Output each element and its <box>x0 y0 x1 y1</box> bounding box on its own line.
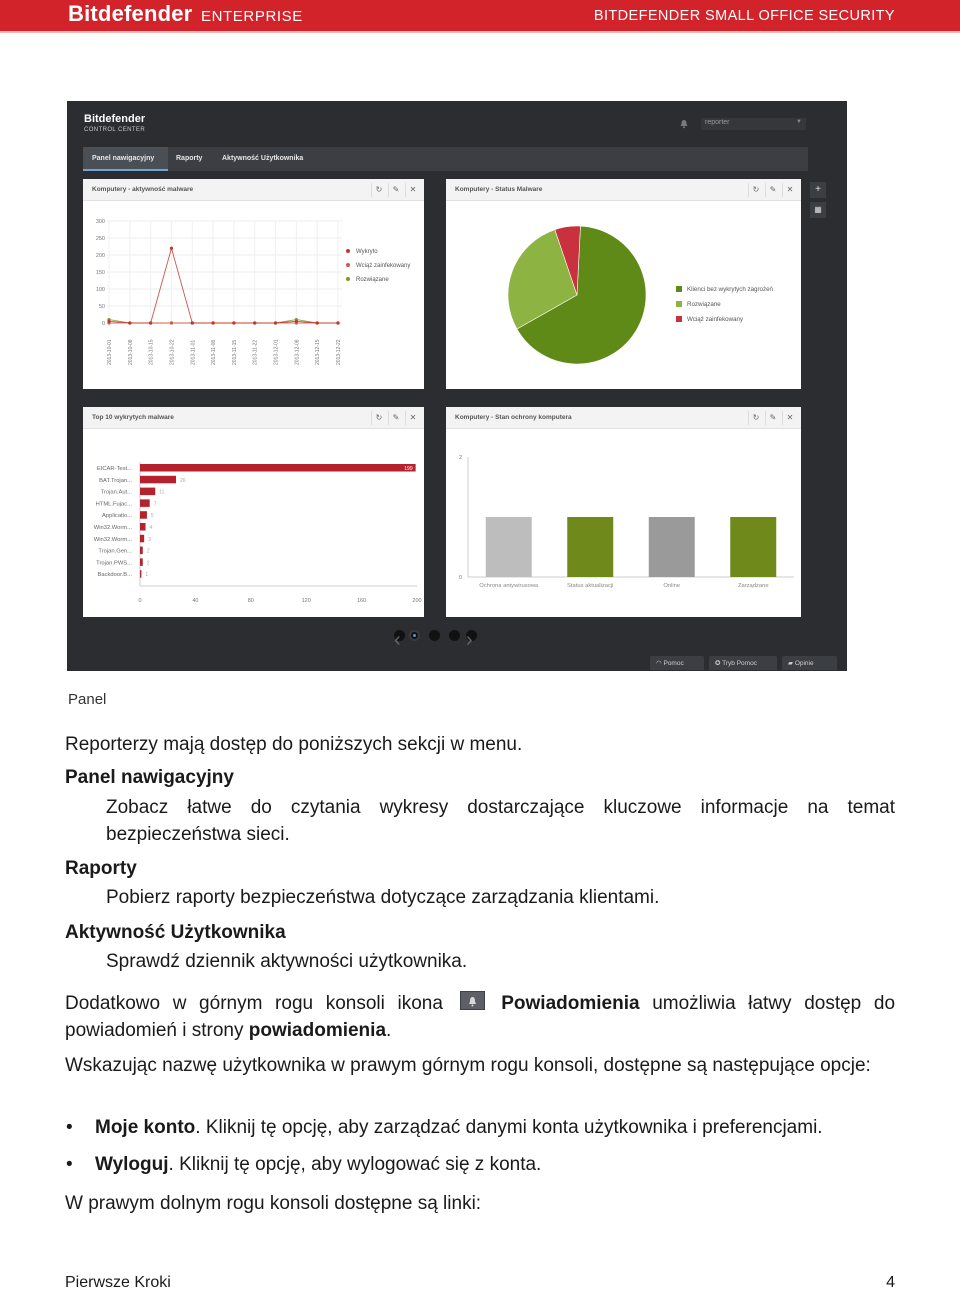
data-point <box>316 321 319 324</box>
bar <box>140 476 176 484</box>
y-tick-label: 100 <box>95 287 105 293</box>
x-tick-label: 2013-12-22 <box>336 339 342 365</box>
data-point <box>253 321 256 324</box>
tab-panel-nawigacyjny[interactable]: Panel nawigacyjny <box>83 147 168 171</box>
x-tick-label: 2013-10-08 <box>127 339 134 365</box>
help-label: Pomoc <box>663 660 684 667</box>
y-tick-label: 200 <box>95 253 105 259</box>
feedback-button[interactable] <box>782 656 837 670</box>
widget-header <box>446 407 801 429</box>
widget-header <box>446 179 801 201</box>
definition-panel-nawigacyjny: Zobacz łatwe do czytania wykresy dostarczające kluczowe informacje na temat bezpieczeństwa sieci. <box>106 797 895 845</box>
control-center-subtitle: CONTROL CENTER <box>84 127 146 133</box>
category-label: Win32.Worm... <box>93 525 132 531</box>
bar <box>140 464 416 472</box>
figure-caption: Panel <box>68 691 107 708</box>
feedback-label: Opinie <box>794 660 814 667</box>
close-icon[interactable]: ✕ <box>782 411 797 425</box>
x-tick-label: 2013-10-22 <box>169 339 176 365</box>
legend-marker <box>676 301 682 307</box>
refresh-icon[interactable]: ↻ <box>748 183 763 197</box>
bullet-wyloguj <box>95 1154 541 1176</box>
help-mode-label: Tryb Pomoc <box>722 660 757 667</box>
category-label: HTML.Fujac... <box>95 501 132 508</box>
widget-header <box>83 407 424 429</box>
category-label: Status aktualizacji <box>567 583 614 589</box>
bullet-text: . Kliknij tę opcję, aby wylogować się z konta. <box>168 1154 542 1175</box>
series-line <box>109 320 338 323</box>
help-mode-button[interactable] <box>709 656 777 670</box>
legend-label: Wykryto <box>356 249 378 255</box>
widget-header <box>83 179 424 201</box>
user-dropdown[interactable] <box>701 118 806 130</box>
bar-value-label: 199 <box>404 466 413 472</box>
edit-icon[interactable]: ✎ <box>765 183 780 197</box>
y-tick-label: 150 <box>95 270 105 276</box>
data-point <box>107 320 110 323</box>
chevron-left-icon[interactable]: ‹ <box>394 630 405 641</box>
category-label: Trojan.PWS... <box>96 560 132 567</box>
chevron-right-icon[interactable]: › <box>466 630 477 641</box>
username-paragraph: Wskazując nazwę użytkownika w prawym górnym rogu konsoli, dostępne są następujące opcje: <box>65 1055 871 1076</box>
x-tick-label: 2013-10-01 <box>107 339 113 365</box>
brand-subtitle: ENTERPRISE <box>201 8 303 25</box>
y-tick-label: 300 <box>95 219 105 225</box>
y-tick-label: 50 <box>98 304 105 310</box>
bullet-bold: Moje konto <box>95 1117 196 1138</box>
bar <box>140 523 146 531</box>
legend-marker <box>346 249 350 253</box>
bar <box>140 558 143 566</box>
widget-malware-activity <box>83 179 424 389</box>
brand-logo: Bitdefender <box>68 1 193 26</box>
bell-icon[interactable] <box>679 119 689 129</box>
x-tick-label: 2013-12-08 <box>294 339 301 365</box>
page-dot[interactable] <box>449 630 460 641</box>
category-label: Win32.Worm... <box>93 536 132 543</box>
notifications-paragraph <box>65 990 895 1044</box>
bar-value-label: 2 <box>146 548 150 555</box>
edit-icon[interactable]: ✎ <box>388 411 403 425</box>
bar <box>567 517 613 577</box>
bar-value-label: 26 <box>180 477 186 484</box>
grid-layout-icon[interactable]: ▦ <box>810 202 826 218</box>
chevron-down-icon: ▼ <box>796 119 802 125</box>
bar <box>140 499 150 507</box>
bar <box>486 517 532 577</box>
x-tick-label: 200 <box>412 598 422 604</box>
category-label: Backdoor.B... <box>97 572 132 579</box>
notify-text-mid: umożliwia łatwy dostęp do powiadomień i strony <box>65 993 896 1041</box>
legend-marker <box>346 263 350 267</box>
notify-text-pre: Dodatkowo w górnym rogu konsoli ikona <box>65 993 443 1014</box>
chat-icon: ▰ <box>788 660 795 667</box>
x-tick-label: 80 <box>247 598 254 604</box>
bar <box>140 511 147 519</box>
intro-paragraph: Reporterzy mają dostęp do poniższych sekcji w menu. <box>65 734 523 755</box>
x-tick-label: 160 <box>357 598 367 604</box>
x-tick-label: 0 <box>138 598 142 604</box>
bullet-marker: • <box>66 1154 73 1175</box>
page-dot[interactable] <box>429 630 440 641</box>
footer-page-number: 4 <box>886 1274 895 1291</box>
bar-value-label: 3 <box>148 536 151 543</box>
bar <box>140 547 143 555</box>
category-label: Trojan.Aut... <box>100 489 132 496</box>
widget-protection-status <box>446 407 801 617</box>
bar <box>140 570 141 578</box>
bullet-text: . Kliknij tę opcję, aby zarządzać danymi konta użytkownika i preferencjami. <box>195 1117 823 1138</box>
user-name: reporter <box>705 119 730 126</box>
page-dot-active[interactable] <box>409 630 420 641</box>
close-icon[interactable]: ✕ <box>782 183 797 197</box>
bar <box>649 517 695 577</box>
series-line <box>109 248 338 323</box>
notify-bold-notifications: Powiadomienia <box>501 993 640 1014</box>
data-point <box>191 321 194 324</box>
x-tick-label: 120 <box>301 598 311 604</box>
product-name: BITDEFENDER SMALL OFFICE SECURITY <box>593 8 895 24</box>
definition-aktywnosc-uzytkownika: Sprawdź dziennik aktywności użytkownika. <box>106 951 468 972</box>
footer-chapter: Pierwsze Kroki <box>65 1274 171 1291</box>
lifebuoy-icon: ✪ <box>715 660 723 667</box>
legend-label: Klienci bez wykrytych zagrożeń <box>687 286 773 293</box>
definition-raporty: Pobierz raporty bezpieczeństwa dotyczące zarządzania klientami. <box>106 887 660 908</box>
legend-label: Rozwiązane <box>687 301 721 308</box>
tab-raporty[interactable]: Raporty <box>176 155 203 162</box>
notify-bold-page: powiadomienia <box>248 1020 387 1041</box>
close-icon[interactable]: ✕ <box>405 183 420 197</box>
bar <box>140 535 144 543</box>
edit-icon[interactable]: ✎ <box>765 411 780 425</box>
legend-marker <box>676 316 682 322</box>
bar-value-label: 7 <box>153 501 157 508</box>
bullet-marker: • <box>66 1117 73 1138</box>
category-label: Zarządzane <box>737 583 769 589</box>
control-center-logo: Bitdefender <box>84 113 146 125</box>
data-point <box>336 321 339 324</box>
y-tick-label: 2 <box>458 455 462 461</box>
notify-text-end: . <box>386 1020 392 1041</box>
protection-status-bar-chart <box>446 429 801 617</box>
refresh-icon[interactable]: ↻ <box>371 411 386 425</box>
data-point <box>295 320 298 323</box>
data-point <box>274 321 277 324</box>
bar-value-label: 11 <box>159 489 165 496</box>
legend-marker <box>676 286 682 292</box>
legend-label: Rozwiązane <box>356 277 389 283</box>
y-tick-label: 0 <box>458 575 462 581</box>
bar-value-label: 2 <box>146 560 150 567</box>
edit-icon[interactable]: ✎ <box>388 183 403 197</box>
x-tick-label: 2013-12-01 <box>273 339 280 365</box>
bar-value-label: 1 <box>145 572 149 579</box>
data-point <box>170 321 173 324</box>
widget-title: Komputery - aktywność malware <box>92 186 194 193</box>
category-label: Applicatio... <box>102 513 132 520</box>
widget-malware-status <box>446 179 801 389</box>
tab-aktywnosc-uzytkownika[interactable]: Aktywność Użytkownika <box>222 155 304 162</box>
bullet-bold: Wyloguj <box>95 1154 169 1175</box>
malware-activity-line-chart <box>83 201 424 389</box>
y-tick-label: 250 <box>95 236 105 242</box>
bell-icon <box>460 991 485 1010</box>
data-point <box>232 321 235 324</box>
data-point <box>170 247 173 250</box>
term-panel-nawigacyjny: Panel nawigacyjny <box>65 767 234 788</box>
links-paragraph: W prawym dolnym rogu konsoli dostępne są linki: <box>65 1193 482 1214</box>
close-icon[interactable]: ✕ <box>405 411 420 425</box>
data-point <box>211 321 214 324</box>
refresh-icon[interactable]: ↻ <box>371 183 386 197</box>
data-point <box>128 321 131 324</box>
bar-value-label: 5 <box>150 513 154 520</box>
widget-title: Komputery - Status Malware <box>455 186 543 193</box>
data-point <box>149 321 152 324</box>
widget-title: Komputery - Stan ochrony komputera <box>455 414 572 421</box>
legend-label: Wciąż zainfekowany <box>356 263 411 269</box>
malware-status-pie-chart <box>446 201 801 389</box>
x-tick-label: 2013-12-15 <box>315 339 322 365</box>
help-button[interactable] <box>650 656 704 670</box>
category-label: BAT.Trojan... <box>99 477 132 484</box>
bar <box>140 488 155 496</box>
category-label: EICAR-Test... <box>96 466 132 472</box>
x-tick-label: 40 <box>192 598 199 604</box>
add-widget-button[interactable]: + <box>810 182 826 198</box>
bar <box>730 517 776 577</box>
category-label: Ochrona antywirusowa <box>479 583 539 589</box>
legend-marker <box>346 277 350 281</box>
widget-top-malware <box>83 407 424 617</box>
document-header-bar <box>0 0 960 33</box>
headset-icon: ◠ <box>656 660 664 667</box>
term-raporty: Raporty <box>65 858 137 879</box>
page-dots <box>394 626 484 651</box>
refresh-icon[interactable]: ↻ <box>748 411 763 425</box>
term-aktywnosc-uzytkownika: Aktywność Użytkownika <box>65 922 286 943</box>
y-tick-label: 0 <box>101 321 105 327</box>
x-tick-label: 2013-10-15 <box>148 339 155 365</box>
x-tick-label: 2013-11-08 <box>211 339 218 365</box>
category-label: Trojan.Gen... <box>98 548 132 555</box>
top-malware-bar-chart <box>83 429 424 617</box>
x-tick-label: 2013-11-01 <box>190 339 197 365</box>
console-screenshot <box>67 101 847 671</box>
console-navbar <box>83 147 808 171</box>
bar-value-label: 4 <box>149 525 153 531</box>
legend-label: Wciąż zainfekowany <box>687 316 744 323</box>
x-tick-label: 2013-11-22 <box>252 339 259 365</box>
x-tick-label: 2013-11-15 <box>231 339 238 365</box>
widget-title: Top 10 wykrytych malware <box>92 414 174 421</box>
category-label: Online <box>663 583 681 589</box>
bullet-moje-konto <box>95 1117 823 1139</box>
